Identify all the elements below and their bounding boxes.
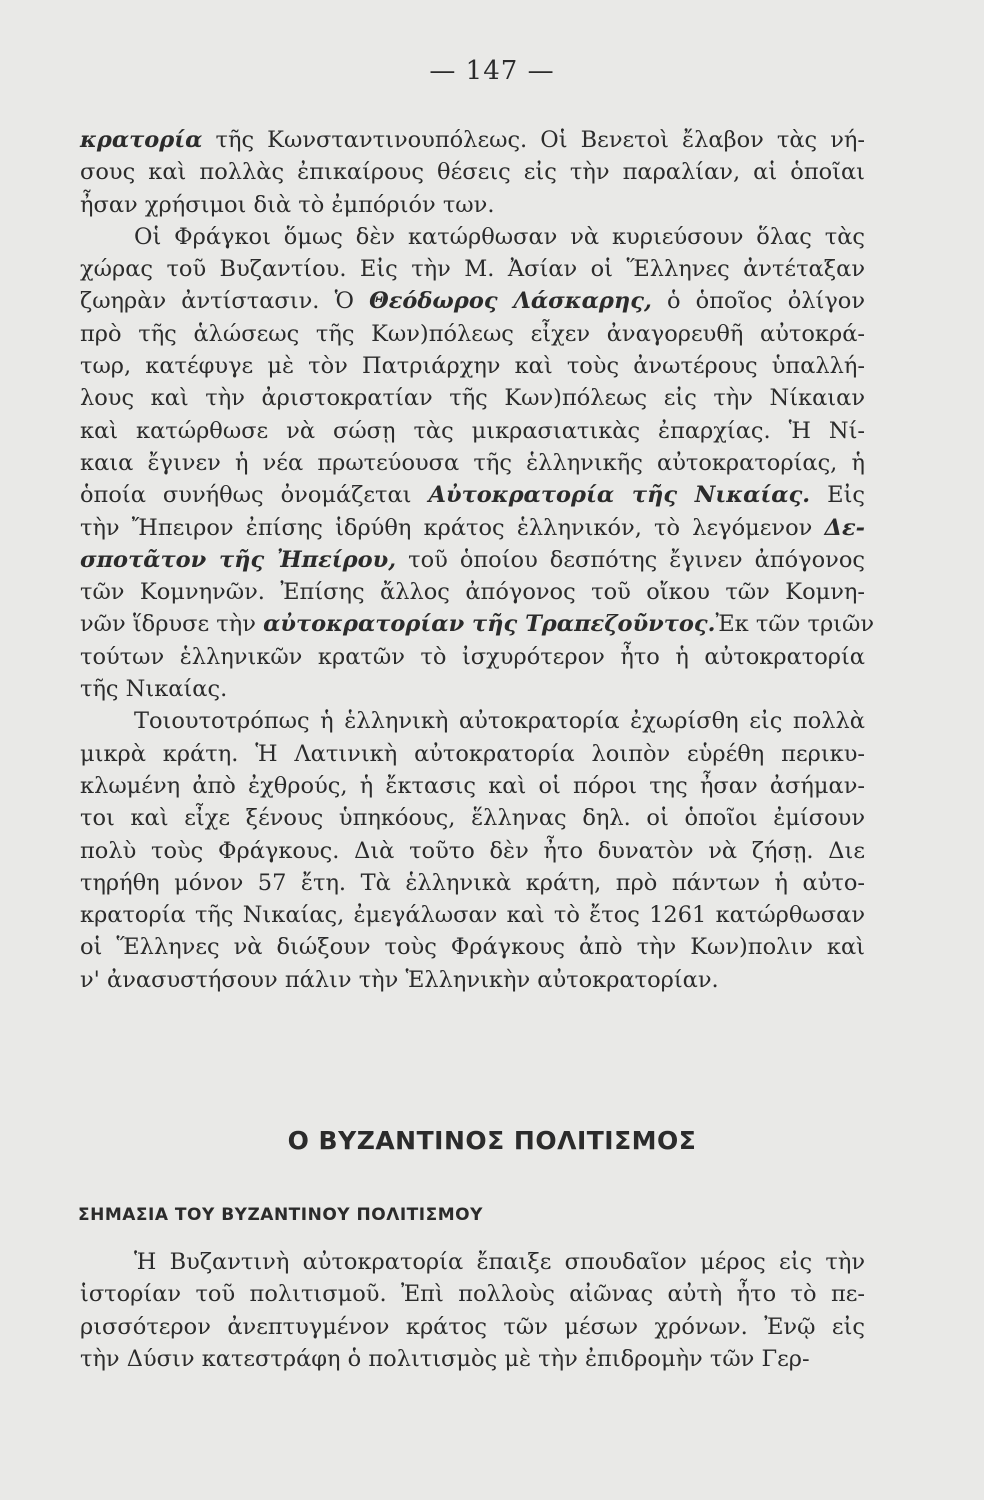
text-line: καια ἔγινεν ἡ νέα πρωτεύουσα τῆς ἑλληνικῆς αὐτοκρατορίας, ἡ (80, 449, 865, 476)
text-line: ρισσότερον ἀνεπτυγμένον κράτος τῶν μέσων χρόνων. Ἐνῷ εἰς (80, 1313, 865, 1340)
paragraph-1 (80, 124, 865, 221)
text-line: οἱ Ἕλληνες νὰ διώξουν τοὺς Φράγκους ἀπὸ τὴν Κων)πολιν καὶ (80, 934, 865, 961)
main-text-block (80, 124, 875, 996)
text-line: ἱστορίαν τοῦ πολιτισμοῦ. Ἐπὶ πολλοὺς αἰῶνας αὐτὴ ἦτο τὸ πε- (80, 1281, 865, 1308)
text-line: πολὺ τοὺς Φράγκους. Διὰ τοῦτο δὲν ἦτο δυνατὸν νὰ ζήσῃ. Διε (80, 837, 865, 864)
text-line: σους καὶ πολλὰς ἐπικαίρους θέσεις εἰς τὴν παραλίαν, αἱ ὁποῖαι (80, 159, 865, 186)
bold-term: σποτᾶτον τῆς Ἠπείρου, (80, 546, 397, 573)
bold-term: Θεόδωρος Λάσκαρης, (369, 288, 652, 315)
text-line: ὁποία συνήθως ὀνομάζεται Αὐτοκρατορία τῆς Νικαίας. Εἰς (80, 482, 865, 509)
chapter-title: Ο ΒΥΖΑΝΤΙΝΟΣ ΠΟΛΙΤΙΣΜΟΣ (287, 1126, 697, 1155)
text-line: χώρας τοῦ Βυζαντίου. Εἰς τὴν Μ. Ἀσίαν οἱ Ἕλληνες ἀντέταξαν (80, 256, 865, 283)
text-line: λους καὶ τὴν ἀριστοκρατίαν τῆς Κων)πόλεως εἰς τὴν Νίκαιαν (80, 385, 865, 412)
bold-term: κρατορία (80, 127, 203, 153)
text-line: τοι καὶ εἶχε ξένους ὑπηκόους, ἕλληνας δηλ. οἱ ὁποῖοι ἐμίσουν (80, 805, 865, 832)
text-line: καὶ κατώρθωσε νὰ σώσῃ τὰς μικρασιατικὰς ἐπαρχίας. Ἡ Νί- (80, 417, 865, 444)
text-line: ν' ἀνασυστήσουν πάλιν τὴν Ἑλληνικὴν αὐτοκρατορίαν. (80, 966, 719, 993)
text-line: κλωμένη ἀπὸ ἐχθρούς, ἡ ἔκτασις καὶ οἱ πόροι της ἦσαν ἀσήμαν- (80, 772, 865, 799)
text-line: τὴν Δύσιν κατεστράφη ὁ πολιτισμὸς μὲ τὴν ἐπιδρομὴν τῶν Γερ- (80, 1345, 810, 1372)
text-line: νῶν ἵδρυσε τὴν αὐτοκρατορίαν τῆς Τραπεζοῦντος.Ἐκ τῶν τριῶν (80, 611, 875, 638)
section-text-block (80, 1246, 865, 1375)
paragraph-3 (80, 705, 865, 996)
text-line: κρατορία τῆς Νικαίας, ἐμεγάλωσαν καὶ τὸ ἔτος 1261 κατώρθωσαν (80, 902, 865, 929)
text-line: τωρ, κατέφυγε μὲ τὸν Πατριάρχην καὶ τοὺς ἀνωτέρους ὑπαλλή- (80, 353, 865, 380)
text-line: Οἱ Φράγκοι ὅμως δὲν κατώρθωσαν νὰ κυριεύσουν ὅλας τὰς (134, 223, 865, 250)
bold-term: Δε- (824, 514, 865, 541)
text-line: τῆς Νικαίας. (80, 676, 228, 703)
text-line: τηρήθη μόνον 57 ἔτη. Τὰ ἑλληνικὰ κράτη, πρὸ πάντων ἡ αὐτο- (80, 869, 865, 896)
text-line: ζωηρὰν ἀντίστασιν. Ὁ Θεόδωρος Λάσκαρης, ὁ ὁποῖος ὀλίγον (80, 288, 865, 315)
text-line: Τοιουτοτρόπως ἡ ἑλληνικὴ αὐτοκρατορία ἐχωρίσθη εἰς πολλὰ (134, 708, 865, 735)
bold-term: Αὐτοκρατορία τῆς Νικαίας. (428, 482, 811, 509)
text-line: σποτᾶτον τῆς Ἠπείρου, τοῦ ὁποίου δεσπότης ἔγινεν ἀπόγονος (80, 546, 865, 573)
text-line: κρατορία τῆς Κωνσταντινουπόλεως. Οἱ Βενετοὶ ἔλαβον τὰς νή- (80, 127, 865, 153)
bold-term: αὐτοκρατορίαν τῆς Τραπεζοῦντος. (263, 611, 716, 638)
page-number: — 147 — (429, 56, 555, 86)
paragraph-2 (80, 221, 875, 705)
text-line: πρὸ τῆς ἁλώσεως τῆς Κων)πόλεως εἶχεν ἀναγορευθῆ αὐτοκρά- (80, 320, 865, 347)
text-line: ἦσαν χρήσιμοι διὰ τὸ ἐμπόριόν των. (80, 191, 495, 218)
text-line: τῶν Κομνηνῶν. Ἐπίσης ἄλλος ἀπόγονος τοῦ οἴκου τῶν Κομνη- (80, 579, 865, 606)
text-line: τούτων ἑλληνικῶν κρατῶν τὸ ἰσχυρότερον ἦτο ἡ αὐτοκρατορία (80, 643, 865, 670)
text-line: τὴν Ἤπειρον ἐπίσης ἱδρύθη κράτος ἑλληνικόν, τὸ λεγόμενον Δε- (80, 514, 865, 541)
section-heading: ΣΗΜΑΣΙΑ ΤΟΥ ΒΥΖΑΝΤΙΝΟΥ ΠΟΛΙΤΙΣΜΟΥ (78, 1205, 483, 1225)
paragraph-4 (80, 1246, 865, 1375)
text-line: Ἡ Βυζαντινὴ αὐτοκρατορία ἔπαιξε σπουδαῖον μέρος εἰς τὴν (134, 1249, 865, 1275)
text-line: μικρὰ κράτη. Ἡ Λατινικὴ αὐτοκρατορία λοιπὸν εὑρέθη περικυ- (80, 740, 865, 767)
